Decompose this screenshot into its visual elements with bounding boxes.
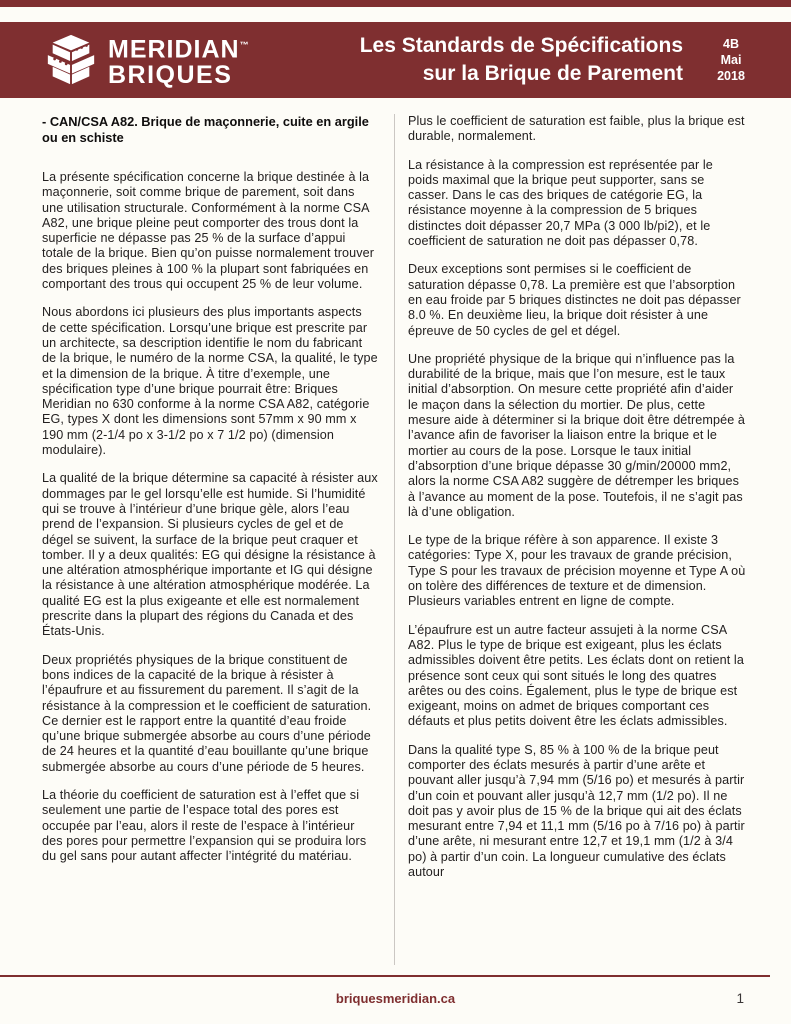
edition-code: 4B (723, 37, 739, 51)
paragraph: Deux propriétés physiques de la brique constituent de bons indices de la capacité de la brique à résister à l’épaufrure et au fissurement du parement. Il s’agit de la résistance à la compression et le coefficient de saturation. Ce dernier est le rapport entre la quantité d’eau froide qu’une brique submergée absorbe au cours d’une période de 24 heures et la quantité d’eau bouillante qu’une brique submergée absorbe au cours d’une période de 5 heures. (42, 652, 372, 774)
trademark-symbol: ™ (239, 39, 249, 50)
document-title-line1: Les Standards de Spécifications (359, 34, 683, 57)
edition-year: 2018 (717, 69, 745, 83)
brand-name-line2: BRIQUES (108, 61, 233, 90)
brand-name (108, 32, 249, 88)
paragraph: La théorie du coefficient de saturation est à l’effet que si seulement une partie de l’espace total des pores est occupée par l’eau, alors il reste de l’espace à l’intérieur des pores pour permettre l’expansion qui se produira lors du gel sans pour autant affecter l’intégrité du matériau. (42, 787, 367, 864)
page-number: 1 (736, 991, 744, 1006)
document-title (360, 32, 683, 88)
paragraph: Nous abordons ici plusieurs des plus importants aspects de cette spécification. Lorsqu’une brique est prescrite par un architecte, sa description identifie le nom du fabricant de la brique, le numéro de la norme CSA, la qualité, le type et la dimension de la brique. À titre d’exemple, une spécification type d’une brique pourrait être: Briques Meridian no 630 conforme à la norme CSA A82, catégorie EG, types X dont les dimensions sont 57mm x 90 mm x 190 mm (2-1/4 po x 3-1/2 po x 7 1/2 po) (dimension modulaire). (42, 305, 378, 458)
brand-logo (44, 32, 249, 88)
paragraph: La résistance à la compression est représentée par le poids maximal que la brique peut supporter, sans se casser. Dans le cas des briques de catégorie EG, la résistance moyenne à la compression de 5 briques distinctes doit dépasser 20,7 MPa (3 000 lb/pi2), et le coefficient de saturation ne doit pas dépasser 0,78. (408, 157, 713, 249)
edition-info (699, 36, 763, 84)
footer-website-link[interactable]: briquesmeridian.ca (335, 991, 456, 1006)
left-column (42, 114, 378, 975)
footer-rule (0, 975, 770, 977)
header-banner (0, 22, 791, 98)
column-divider (394, 114, 395, 965)
two-column-body (0, 98, 791, 975)
brick-stack-icon (44, 33, 98, 87)
top-accent-strip (0, 0, 791, 7)
edition-month: Mai (720, 53, 742, 67)
paragraph: Une propriété physique de la brique qui n’influence pas la durabilité de la brique, mais que l’on mesure, est le taux initial d’absorption. On mesure cette propriété afin d’aider le maçon dans la sélection du mortier. De plus, cette mesure aide à déterminer si la brique doit être détrempée à l’avance afin de favoriser la liaison entre la brique et le mortier au cours de la pose. Lorsque le taux initial d’absorption d’une brique dépasse 30 g/min/20000 mm2, alors la norme CSA A82 suggère de détremper les briques à l’avance au moment de la pose. Toutefois, il ne s’agit pas là d’une obligation. (408, 351, 746, 519)
paragraph: L’épaufrure est un autre facteur assujeti à la norme CSA A82. Plus le type de brique est exigeant, plus les éclats admissibles doivent être petits. Les éclats dont on retient la présence sont ceux qui sont situés le long des quatres arêtes ou des coins. Également, plus le type de brique est exigeant, moins on admet de briques comportant ces défauts et plus petits doivent être les éclats admissibles. (408, 622, 744, 729)
paragraph: Le type de la brique réfère à son apparence. Il existe 3 catégories: Type X, pour les travaux de grande précision, Type S pour les travaux de précision moyenne et Type A où on tolère des différences de texture et de dimension. Plusieurs variables entrent en ligne de compte. (408, 533, 746, 609)
paragraph: Dans la qualité type S, 85 % à 100 % de la brique peut comporter des éclats mesurés à partir d’une arête et pouvant aller jusqu’à 7,94 mm (5/16 po) et mesurés à partir d’un coin et pouvant aller jusqu’à 12,7 mm (1/2 po). Il ne doit pas y avoir plus de 15 % de la brique qui ait des éclats mesurant entre 7,94 et 11,1 mm (5/16 po à 7/16 po) à partir d’une arête, ni mesurant entre 12,7 et 19,1 mm (1/2 à 3/4 po) à partir d’un coin. La longueur cumulative des éclats autour (408, 742, 745, 880)
document-title-line2: sur la Brique de Parement (422, 62, 683, 85)
brand-name-line1: MERIDIAN™ (108, 35, 249, 64)
paragraph: La qualité de la brique détermine sa capacité à résister aux dommages par le gel lorsqu’elle est humide. Si l’humidité qui se trouve à l’intérieur d’une brique gèle, alors l’eau prend de l’expansion. Si plusieurs cycles de gel et de dégel se suivent, la surface de la brique peut craquer et tomber. Il y a deux qualités: EG qui désigne la résistance à une altération atmosphérique importante et IG qui désigne la résistance à une altération atmosphérique modérée. La qualité EG est la plus exigeante et elle est normalement prescrite dans la plupart des régions du Canada et des États-Unis. (42, 471, 378, 639)
paragraph: Deux exceptions sont permises si le coefficient de saturation dépasse 0,78. La première est que l’absorption en eau froide par 5 briques distinctes ne doit pas dépasser 8.0 %. En deuxième lieu, la brique doit résister à une épreuve de 50 cycles de gel et dégel. (408, 262, 741, 338)
right-column (408, 114, 746, 975)
section-heading: - CAN/CSA A82. Brique de maçonnerie, cuite en argile ou en schiste (42, 114, 369, 145)
paragraph: Plus le coefficient de saturation est faible, plus la brique est durable, normalement. (408, 114, 745, 144)
paragraph: La présente spécification concerne la brique destinée à la maçonnerie, soit comme brique de parement, soit dans une utilisation structurale. Conformément à la norme CSA A82, une brique pleine peut comporter des trous dont la superficie ne dépasse pas 25 % de la surface d’appui totale de la brique. Bien qu’on puisse normalement trouver des briques pleines à 100 % la plupart sont fabriquées en comportant des trous qui occupent 25 % de leur volume. (42, 170, 375, 292)
